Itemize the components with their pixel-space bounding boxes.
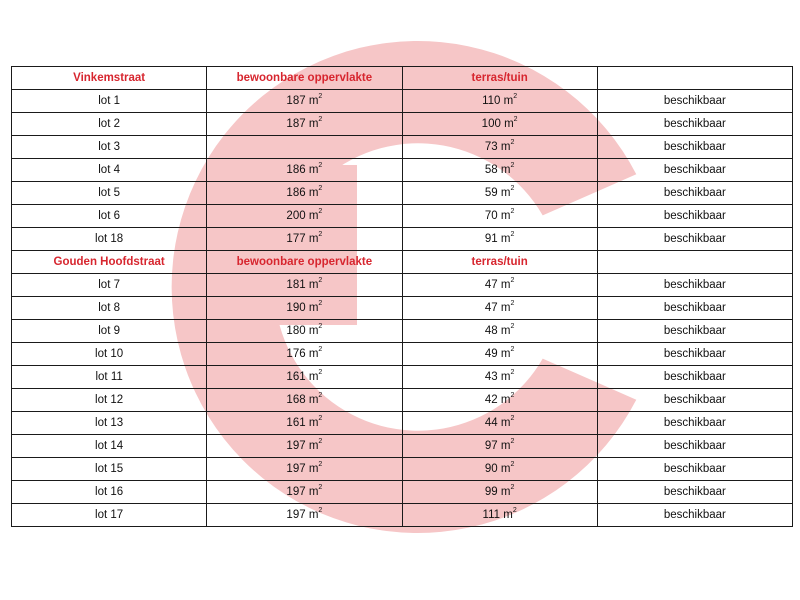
terrace-cell (402, 366, 597, 389)
value-unit-exponent: 2 (318, 415, 323, 423)
status-cell: beschikbaar (597, 481, 792, 504)
living-area-cell (207, 113, 402, 136)
status-cell: beschikbaar (597, 136, 792, 159)
status-cell: beschikbaar (597, 90, 792, 113)
status-cell: beschikbaar (597, 435, 792, 458)
section-header-row (12, 251, 793, 274)
value-unit: m (500, 210, 511, 222)
value-unit: m (503, 509, 513, 521)
value-unit-exponent: 2 (318, 438, 323, 446)
value-number: 161 (286, 371, 306, 383)
value-number: 97 (484, 440, 498, 452)
value-unit: m (503, 95, 514, 107)
value-number: 90 (484, 463, 498, 475)
value-unit-exponent: 2 (510, 139, 515, 147)
status-cell: beschikbaar (597, 389, 792, 412)
lots-table (11, 66, 793, 527)
living-area-cell (207, 458, 402, 481)
value-number: 181 (286, 279, 306, 291)
lot-name-cell: lot 6 (12, 205, 207, 228)
table-row (12, 412, 793, 435)
living-area-cell (207, 343, 402, 366)
table-row (12, 435, 793, 458)
value-unit: m (308, 371, 319, 383)
street-name-header: Vinkemstraat (12, 67, 207, 90)
value-unit: m (308, 394, 319, 406)
living-area-cell (207, 297, 402, 320)
value-unit-exponent: 2 (318, 231, 323, 239)
value-number: 168 (286, 394, 306, 406)
value-unit-exponent: 2 (510, 461, 515, 469)
value-unit: m (308, 210, 319, 222)
terrace-cell (402, 90, 597, 113)
value-number: 186 (286, 187, 306, 199)
value-unit: m (500, 440, 511, 452)
street-name-header: Gouden Hoofdstraat (12, 251, 207, 274)
value-unit-exponent: 2 (510, 415, 515, 423)
value-number: 187 (286, 118, 306, 130)
value-number: 180 (286, 325, 306, 337)
lot-name-cell: lot 9 (12, 320, 207, 343)
status-cell: beschikbaar (597, 228, 792, 251)
status-cell: beschikbaar (597, 205, 792, 228)
value-unit-exponent: 2 (513, 93, 518, 101)
value-unit: m (500, 325, 511, 337)
lot-name-cell: lot 10 (12, 343, 207, 366)
value-unit-exponent: 2 (510, 162, 515, 170)
value-number: 70 (484, 210, 498, 222)
value-unit: m (500, 348, 511, 360)
value-unit: m (308, 348, 319, 360)
value-unit: m (308, 417, 319, 429)
value-number: 197 (286, 486, 306, 498)
status-cell: beschikbaar (597, 412, 792, 435)
value-unit-exponent: 2 (318, 392, 323, 400)
value-unit-exponent: 2 (510, 438, 515, 446)
table-row (12, 113, 793, 136)
terrace-cell (402, 320, 597, 343)
status-header (597, 67, 792, 90)
value-unit-exponent: 2 (318, 116, 323, 124)
value-number: 200 (286, 210, 306, 222)
value-number: 100 (481, 118, 501, 130)
lot-name-cell: lot 16 (12, 481, 207, 504)
value-unit: m (308, 95, 319, 107)
value-unit-exponent: 2 (510, 392, 515, 400)
value-unit-exponent: 2 (510, 185, 515, 193)
lot-name-cell: lot 18 (12, 228, 207, 251)
table-row (12, 136, 793, 159)
value-number: 91 (484, 233, 498, 245)
terrace-cell (402, 412, 597, 435)
table-row (12, 458, 793, 481)
value-number: 99 (484, 486, 498, 498)
terrace-cell (402, 343, 597, 366)
living-area-cell (207, 366, 402, 389)
living-area-cell (207, 90, 402, 113)
terrace-header: terras/tuin (402, 251, 597, 274)
table-row (12, 159, 793, 182)
lot-name-cell: lot 8 (12, 297, 207, 320)
value-unit: m (308, 187, 319, 199)
value-unit-exponent: 2 (510, 277, 515, 285)
value-unit: m (308, 302, 319, 314)
living-area-cell (207, 205, 402, 228)
status-cell: beschikbaar (597, 366, 792, 389)
value-unit-exponent: 2 (318, 277, 323, 285)
status-cell: beschikbaar (597, 274, 792, 297)
lot-name-cell: lot 17 (12, 504, 207, 527)
value-number: 44 (484, 417, 498, 429)
value-unit: m (500, 486, 511, 498)
terrace-cell (402, 297, 597, 320)
value-number: 47 (484, 302, 498, 314)
terrace-cell (402, 389, 597, 412)
value-unit: m (500, 187, 511, 199)
living-area-cell (207, 228, 402, 251)
value-unit: m (308, 279, 319, 291)
table-row (12, 481, 793, 504)
value-unit-exponent: 2 (510, 346, 515, 354)
value-unit: m (308, 118, 319, 130)
status-cell: beschikbaar (597, 113, 792, 136)
value-unit-exponent: 2 (318, 300, 323, 308)
terrace-cell (402, 435, 597, 458)
terrace-header: terras/tuin (402, 67, 597, 90)
living-area-cell (207, 435, 402, 458)
status-cell: beschikbaar (597, 182, 792, 205)
table-row (12, 343, 793, 366)
value-unit: m (500, 394, 511, 406)
terrace-cell (402, 504, 597, 527)
living-area-cell (207, 320, 402, 343)
value-unit: m (308, 325, 319, 337)
status-cell: beschikbaar (597, 320, 792, 343)
terrace-cell (402, 136, 597, 159)
terrace-cell (402, 458, 597, 481)
table-row (12, 274, 793, 297)
value-number: 43 (484, 371, 498, 383)
value-unit-exponent: 2 (318, 93, 323, 101)
value-unit: m (308, 463, 319, 475)
value-unit: m (308, 233, 319, 245)
value-unit-exponent: 2 (513, 116, 518, 124)
value-unit: m (500, 463, 511, 475)
value-unit-exponent: 2 (510, 300, 515, 308)
value-unit: m (500, 141, 511, 153)
living-area-cell (207, 136, 402, 159)
lot-name-cell: lot 14 (12, 435, 207, 458)
living-area-cell (207, 274, 402, 297)
living-area-cell (207, 182, 402, 205)
value-unit-exponent: 2 (318, 323, 323, 331)
value-number: 190 (286, 302, 306, 314)
value-unit-exponent: 2 (318, 208, 323, 216)
living-area-header: bewoonbare oppervlakte (207, 67, 402, 90)
value-unit: m (308, 164, 319, 176)
value-number: 59 (484, 187, 498, 199)
value-unit-exponent: 2 (510, 323, 515, 331)
value-number: 110 (482, 95, 501, 107)
value-unit: m (308, 486, 319, 498)
table-row (12, 228, 793, 251)
value-unit-exponent: 2 (510, 208, 515, 216)
value-unit: m (500, 279, 511, 291)
value-unit-exponent: 2 (318, 484, 323, 492)
value-unit: m (308, 440, 319, 452)
lot-name-cell: lot 11 (12, 366, 207, 389)
value-number: 42 (484, 394, 498, 406)
section-header-row (12, 67, 793, 90)
living-area-cell (207, 389, 402, 412)
status-cell: beschikbaar (597, 458, 792, 481)
terrace-cell (402, 159, 597, 182)
lot-name-cell: lot 3 (12, 136, 207, 159)
terrace-cell (402, 228, 597, 251)
status-cell: beschikbaar (597, 159, 792, 182)
value-number: 47 (484, 279, 498, 291)
lot-name-cell: lot 2 (12, 113, 207, 136)
value-unit-exponent: 2 (510, 369, 515, 377)
living-area-cell (207, 159, 402, 182)
value-number: 58 (484, 164, 498, 176)
value-unit-exponent: 2 (512, 507, 517, 515)
value-unit-exponent: 2 (318, 346, 323, 354)
lots-table-body (12, 67, 793, 527)
table-row (12, 297, 793, 320)
value-number: 197 (286, 463, 306, 475)
value-unit-exponent: 2 (318, 369, 323, 377)
value-number: 176 (286, 348, 306, 360)
lot-name-cell: lot 5 (12, 182, 207, 205)
value-number: 48 (484, 325, 498, 337)
living-area-cell (207, 412, 402, 435)
status-cell: beschikbaar (597, 343, 792, 366)
lot-name-cell: lot 15 (12, 458, 207, 481)
value-number: 197 (286, 440, 306, 452)
living-area-cell (207, 504, 402, 527)
value-number: 186 (286, 164, 306, 176)
value-unit: m (500, 302, 511, 314)
terrace-cell (402, 113, 597, 136)
value-unit: m (500, 164, 511, 176)
table-row (12, 320, 793, 343)
value-unit: m (500, 233, 511, 245)
value-number: 177 (286, 233, 306, 245)
value-number: 49 (484, 348, 498, 360)
value-unit-exponent: 2 (318, 185, 323, 193)
value-unit: m (500, 417, 511, 429)
table-row (12, 366, 793, 389)
value-unit-exponent: 2 (318, 507, 323, 515)
table-row (12, 182, 793, 205)
value-number: 187 (286, 95, 306, 107)
value-unit-exponent: 2 (510, 231, 515, 239)
value-unit: m (308, 509, 319, 521)
terrace-cell (402, 481, 597, 504)
living-area-cell (207, 481, 402, 504)
value-unit-exponent: 2 (318, 162, 323, 170)
table-row (12, 389, 793, 412)
value-unit-exponent: 2 (510, 484, 515, 492)
lot-name-cell: lot 1 (12, 90, 207, 113)
lot-name-cell: lot 13 (12, 412, 207, 435)
status-cell: beschikbaar (597, 297, 792, 320)
value-number: 111 (482, 509, 501, 521)
lot-name-cell: lot 12 (12, 389, 207, 412)
value-unit-exponent: 2 (318, 461, 323, 469)
terrace-cell (402, 205, 597, 228)
value-unit: m (504, 118, 514, 130)
living-area-header: bewoonbare oppervlakte (207, 251, 402, 274)
value-number: 197 (286, 509, 306, 521)
terrace-cell (402, 274, 597, 297)
terrace-cell (402, 182, 597, 205)
value-number: 161 (286, 417, 306, 429)
status-cell: beschikbaar (597, 504, 792, 527)
value-unit: m (500, 371, 511, 383)
table-row (12, 205, 793, 228)
status-header (597, 251, 792, 274)
table-row (12, 504, 793, 527)
table-row (12, 90, 793, 113)
lot-name-cell: lot 7 (12, 274, 207, 297)
lot-name-cell: lot 4 (12, 159, 207, 182)
value-number: 73 (484, 141, 498, 153)
